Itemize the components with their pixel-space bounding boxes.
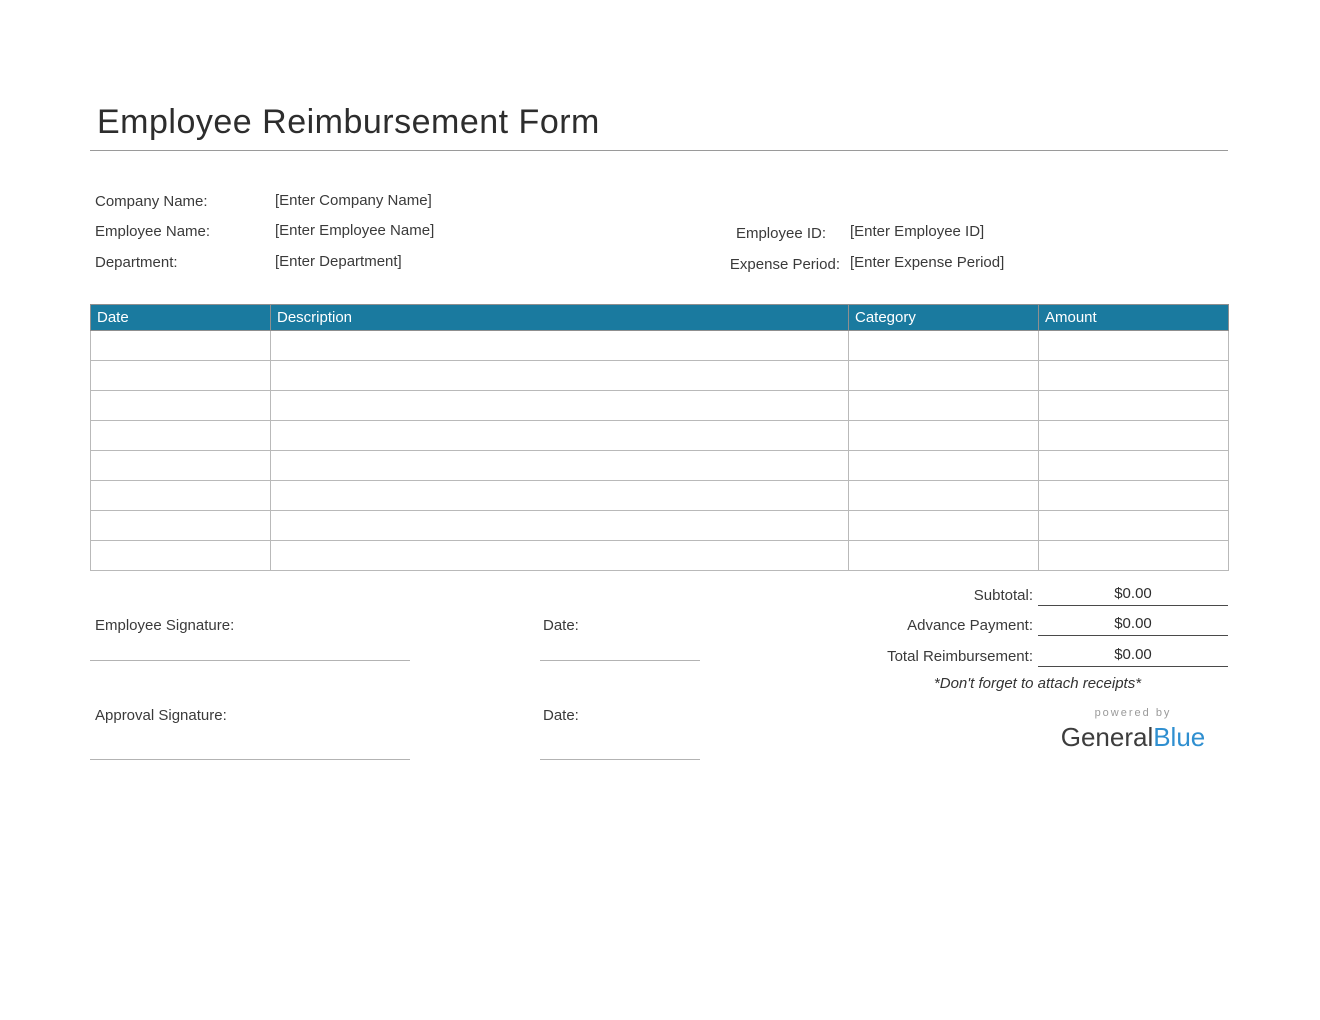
table-cell[interactable]	[271, 361, 849, 391]
table-cell[interactable]	[271, 421, 849, 451]
expense-period-field[interactable]: [Enter Expense Period]	[850, 254, 1005, 271]
employee-name-field[interactable]: [Enter Employee Name]	[275, 222, 435, 239]
subtotal-value[interactable]: $0.00	[1038, 585, 1228, 606]
total-reimbursement-label: Total Reimbursement:	[887, 648, 1033, 665]
approval-signature-label: Approval Signature:	[95, 707, 227, 724]
general-blue-logo	[1048, 722, 1218, 753]
table-cell[interactable]	[271, 481, 849, 511]
table-cell[interactable]	[1039, 541, 1229, 571]
table-cell[interactable]	[1039, 511, 1229, 541]
table-row	[91, 391, 1229, 421]
table-row	[91, 541, 1229, 571]
approval-signature-line[interactable]	[90, 759, 410, 760]
table-cell[interactable]	[271, 541, 849, 571]
employee-signature-date-label: Date:	[543, 617, 579, 634]
table-cell[interactable]	[91, 361, 271, 391]
column-header-date: Date	[91, 305, 271, 331]
expense-table-body	[91, 331, 1229, 571]
table-cell[interactable]	[849, 391, 1039, 421]
table-cell[interactable]	[849, 421, 1039, 451]
employee-signature-label: Employee Signature:	[95, 617, 235, 634]
column-header-amount: Amount	[1039, 305, 1229, 331]
table-cell[interactable]	[271, 391, 849, 421]
advance-payment-value[interactable]: $0.00	[1038, 615, 1228, 636]
table-cell[interactable]	[849, 331, 1039, 361]
employee-name-label: Employee Name:	[95, 223, 211, 240]
table-cell[interactable]	[271, 511, 849, 541]
table-row	[91, 331, 1229, 361]
table-cell[interactable]	[271, 451, 849, 481]
employee-signature-date-line[interactable]	[540, 660, 700, 661]
table-cell[interactable]	[849, 511, 1039, 541]
table-row	[91, 361, 1229, 391]
total-reimbursement-value[interactable]: $0.00	[1038, 646, 1228, 667]
table-cell[interactable]	[849, 451, 1039, 481]
table-cell[interactable]	[91, 391, 271, 421]
department-field[interactable]: [Enter Department]	[275, 253, 402, 270]
company-name-field[interactable]: [Enter Company Name]	[275, 192, 432, 209]
table-header-row	[91, 305, 1229, 331]
expense-table	[90, 304, 1229, 571]
table-cell[interactable]	[1039, 391, 1229, 421]
table-cell[interactable]	[91, 511, 271, 541]
table-cell[interactable]	[1039, 481, 1229, 511]
table-row	[91, 451, 1229, 481]
table-cell[interactable]	[849, 481, 1039, 511]
employee-signature-line[interactable]	[90, 660, 410, 661]
table-cell[interactable]	[1039, 421, 1229, 451]
title-divider	[90, 150, 1228, 151]
table-cell[interactable]	[1039, 451, 1229, 481]
attach-receipts-note: *Don't forget to attach receipts*	[933, 675, 1142, 692]
employee-id-label: Employee ID:	[735, 225, 826, 242]
table-cell[interactable]	[849, 541, 1039, 571]
logo-text-general: General	[1060, 722, 1154, 752]
subtotal-label: Subtotal:	[973, 587, 1033, 604]
company-name-label: Company Name:	[95, 193, 208, 210]
approval-signature-date-line[interactable]	[540, 759, 700, 760]
column-header-description: Description	[271, 305, 849, 331]
approval-signature-date-label: Date:	[543, 707, 579, 724]
table-row	[91, 511, 1229, 541]
table-cell[interactable]	[1039, 361, 1229, 391]
advance-payment-label: Advance Payment:	[907, 617, 1033, 634]
table-cell[interactable]	[271, 331, 849, 361]
table-cell[interactable]	[91, 331, 271, 361]
table-row	[91, 481, 1229, 511]
department-label: Department:	[95, 254, 178, 271]
table-cell[interactable]	[91, 481, 271, 511]
table-cell[interactable]	[91, 541, 271, 571]
logo-text-blue: Blue	[1153, 722, 1206, 752]
page-title: Employee Reimbursement Form	[97, 103, 600, 141]
table-cell[interactable]	[91, 421, 271, 451]
table-cell[interactable]	[91, 451, 271, 481]
expense-period-label: Expense Period:	[729, 256, 840, 273]
table-cell[interactable]	[849, 361, 1039, 391]
table-row	[91, 421, 1229, 451]
employee-id-field[interactable]: [Enter Employee ID]	[850, 223, 985, 240]
column-header-category: Category	[849, 305, 1039, 331]
powered-by-text: powered by	[1094, 707, 1172, 719]
table-cell[interactable]	[1039, 331, 1229, 361]
